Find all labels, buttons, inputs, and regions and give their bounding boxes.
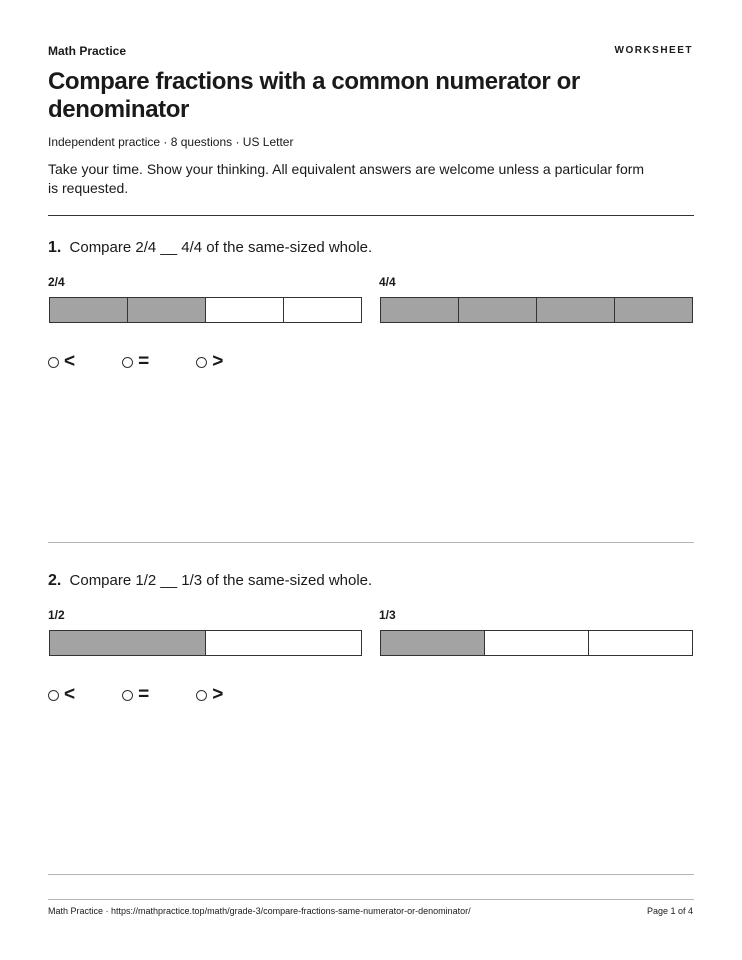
question-2-right-label: 1/3 <box>379 608 396 622</box>
question-1-choices <box>48 351 270 372</box>
question-1-choice-equal[interactable] <box>122 351 150 372</box>
fraction-segment-shaded <box>615 298 692 322</box>
question-1-right-label: 4/4 <box>379 275 396 289</box>
fraction-segment-empty <box>206 298 284 322</box>
choice-symbol: < <box>64 351 76 372</box>
choice-symbol: > <box>212 351 224 372</box>
fraction-segment-shaded <box>381 631 485 655</box>
fraction-segment-shaded <box>459 298 537 322</box>
question-1-left-label: 2/4 <box>48 275 65 289</box>
question-2-left-fraction-bar <box>49 630 362 656</box>
fraction-segment-empty <box>206 631 361 655</box>
choice-symbol: > <box>212 684 224 705</box>
question-1-right-fraction-bar <box>380 297 693 323</box>
question-2-choice-greater[interactable] <box>196 684 224 705</box>
instructions: Take your time. Show your thinking. All equivalent answers are welcome unless a particular form is requested. <box>48 161 645 196</box>
fraction-segment-empty <box>284 298 361 322</box>
fraction-segment-shaded <box>381 298 459 322</box>
question-2-choice-equal[interactable] <box>122 684 150 705</box>
question-divider <box>48 542 694 543</box>
radio-circle-icon[interactable] <box>122 690 133 701</box>
question-2-left-label: 1/2 <box>48 608 65 622</box>
choice-symbol: = <box>138 351 150 372</box>
header-divider <box>48 215 694 216</box>
question-2-number: 2. <box>48 572 62 589</box>
page-title: Compare fractions with a common numerator or denominator <box>48 68 580 123</box>
radio-circle-icon[interactable] <box>48 690 59 701</box>
worksheet-label: WORKSHEET <box>614 45 693 56</box>
fraction-segment-shaded <box>537 298 615 322</box>
question-1-number: 1. <box>48 239 62 256</box>
question-1-choice-less[interactable] <box>48 351 76 372</box>
footer-source: Math Practice · https://mathpractice.top/math/grade-3/compare-fractions-same-numerator-or-denominator/ <box>48 906 471 916</box>
page-number: Page 1 of 4 <box>646 906 693 916</box>
fraction-segment-empty <box>589 631 692 655</box>
footer-divider <box>48 899 694 900</box>
question-2-prompt <box>48 572 372 590</box>
page-subtitle: Independent practice · 8 questions · US Letter <box>48 135 294 149</box>
radio-circle-icon[interactable] <box>196 690 207 701</box>
radio-circle-icon[interactable] <box>122 357 133 368</box>
question-divider <box>48 874 694 875</box>
question-2-choice-less[interactable] <box>48 684 76 705</box>
fraction-segment-empty <box>485 631 589 655</box>
fraction-segment-shaded <box>50 298 128 322</box>
question-2-right-fraction-bar <box>380 630 693 656</box>
choice-symbol: < <box>64 684 76 705</box>
choice-symbol: = <box>138 684 150 705</box>
fraction-segment-shaded <box>128 298 206 322</box>
question-1-left-fraction-bar <box>49 297 362 323</box>
radio-circle-icon[interactable] <box>48 357 59 368</box>
question-1-text: Compare 2/4 __ 4/4 of the same-sized whole. <box>69 239 373 256</box>
fraction-segment-shaded <box>50 631 206 655</box>
question-1-choice-greater[interactable] <box>196 351 224 372</box>
brand-name: Math Practice <box>48 44 127 58</box>
question-1-prompt <box>48 239 372 257</box>
question-2-choices <box>48 684 270 705</box>
radio-circle-icon[interactable] <box>196 357 207 368</box>
question-2-text: Compare 1/2 __ 1/3 of the same-sized whole. <box>69 572 373 589</box>
